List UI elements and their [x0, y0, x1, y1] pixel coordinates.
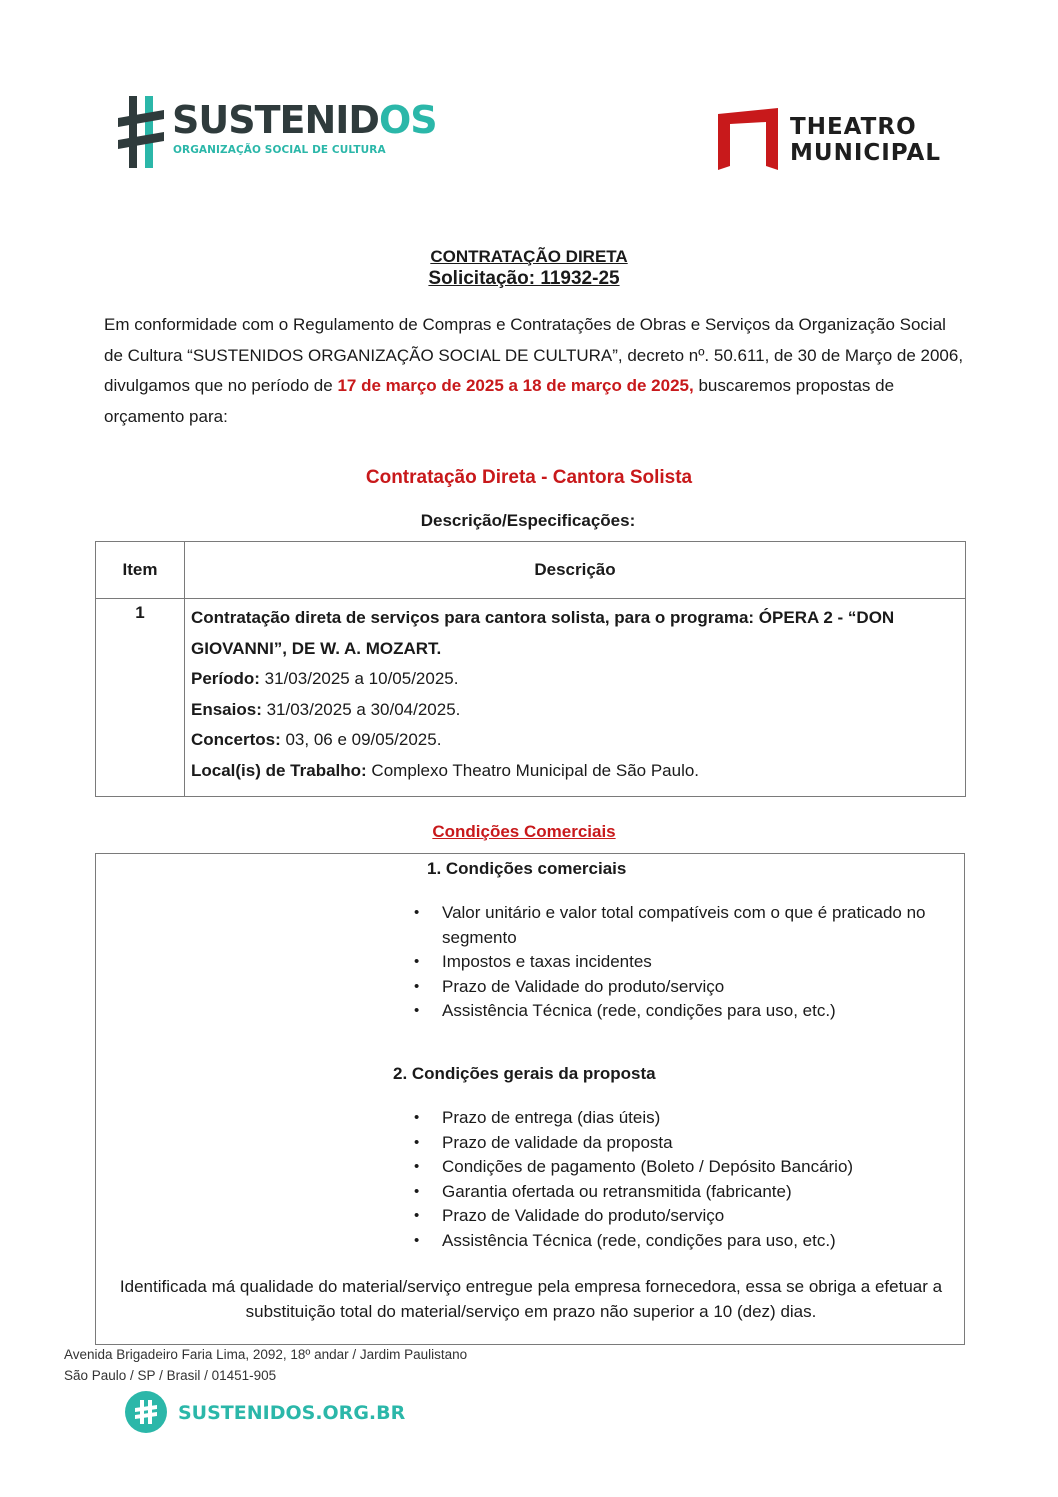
theatro-logo-line2: MUNICIPAL: [790, 140, 942, 166]
address-line1: Avenida Brigadeiro Faria Lima, 2092, 18º andar / Jardim Paulistano: [64, 1347, 468, 1362]
spec-heading: Descrição/Especificações:: [420, 511, 636, 530]
list-item: • Prazo de Validade do produto/serviço: [442, 1204, 962, 1229]
table-header-row: [96, 542, 966, 599]
conditions-heading: Condições Comerciais: [432, 822, 616, 841]
row-main-description: Contratação direta de serviços para cantora solista, para o programa: ÓPERA 2 - “DON GIOVANNI”, DE W. A. MOZART.: [191, 608, 895, 658]
list-item: • Prazo de Validade do produto/serviço: [442, 975, 962, 1000]
header-item: Item: [96, 542, 185, 599]
header-description: Descrição: [185, 542, 966, 599]
sustenidos-logo-name: SUSTENIDOS: [172, 98, 437, 142]
list-item: • Assistência Técnica (rede, condições para uso, etc.): [442, 999, 962, 1024]
sustenidos-logo-subtitle: ORGANIZAÇÃO SOCIAL DE CULTURA: [173, 144, 386, 156]
conditions-section2-title: 2. Condições gerais da proposta: [393, 1064, 656, 1083]
conditions-section1-title: 1. Condições comerciais: [427, 859, 627, 878]
sustenidos-hash-icon: [116, 92, 166, 172]
conditions-box: [95, 853, 965, 1345]
table-row: [96, 599, 966, 797]
sustenidos-logo: [116, 92, 437, 172]
row-description: [185, 599, 966, 797]
list-item: • Prazo de entrega (dias úteis): [442, 1106, 962, 1131]
row-field-concerts: Concertos: 03, 06 e 09/05/2025.: [191, 730, 442, 749]
theatro-municipal-mark-icon: [716, 108, 780, 172]
list-item: • Prazo de validade da proposta: [442, 1131, 962, 1156]
row-item-number: 1: [96, 599, 185, 797]
address-line2: São Paulo / SP / Brasil / 01451-905: [64, 1368, 277, 1383]
section-title: Contratação Direta - Cantora Solista: [365, 467, 693, 488]
row-field-period: Período: 31/03/2025 a 10/05/2025.: [191, 669, 459, 688]
theatro-municipal-logo: [716, 108, 956, 178]
footer-address: [64, 1344, 467, 1386]
list-item: • Valor unitário e valor total compatíveis com o que é praticado no segmento: [442, 901, 962, 950]
row-field-rehearsals: Ensaios: 31/03/2025 a 30/04/2025.: [191, 699, 461, 719]
footer-website: SUSTENIDOS.ORG.BR: [178, 1402, 406, 1424]
request-number: Solicitação: 11932-25: [428, 268, 620, 289]
list-item: • Condições de pagamento (Boleto / Depósito Bancário): [442, 1155, 962, 1180]
document-title: CONTRATAÇÃO DIRETA: [430, 247, 628, 266]
list-item: • Garantia ofertada ou retransmitida (fabricante): [442, 1180, 962, 1205]
theatro-logo-line1: THEATRO: [790, 114, 917, 140]
intro-text-before: Em conformidade com o Regulamento de Compras e Contratações de Obras e Serviços da Organização Social de Cultura “SUSTENIDOS ORGANIZAÇÃO SOCIAL DE CULTURA”, decreto nº. 50.611, de 30 de Março de 2006, divulgamos que no período de: [104, 315, 964, 395]
hash-circle-icon: [125, 1391, 167, 1433]
conditions-section2-list: [442, 1106, 962, 1253]
intro-text-after: buscaremos propostas de orçamento para:: [104, 376, 895, 426]
conditions-note: Identificada má qualidade do material/serviço entregue pela empresa fornecedora, essa se obriga a efetuar a substituição total do material/serviço em prazo não superior a 10 (dez) dias.: [119, 1277, 943, 1321]
conditions-section1-list: [442, 901, 962, 1024]
list-item: • Assistência Técnica (rede, condições para uso, etc.): [442, 1229, 962, 1254]
intro-period: 17 de março de 2025 a 18 de março de 2025,: [337, 376, 694, 395]
intro-paragraph: [104, 310, 964, 432]
list-item: • Impostos e taxas incidentes: [442, 950, 962, 975]
row-field-location: Local(is) de Trabalho: Complexo Theatro Municipal de São Paulo.: [191, 760, 700, 780]
items-table: [95, 541, 966, 797]
